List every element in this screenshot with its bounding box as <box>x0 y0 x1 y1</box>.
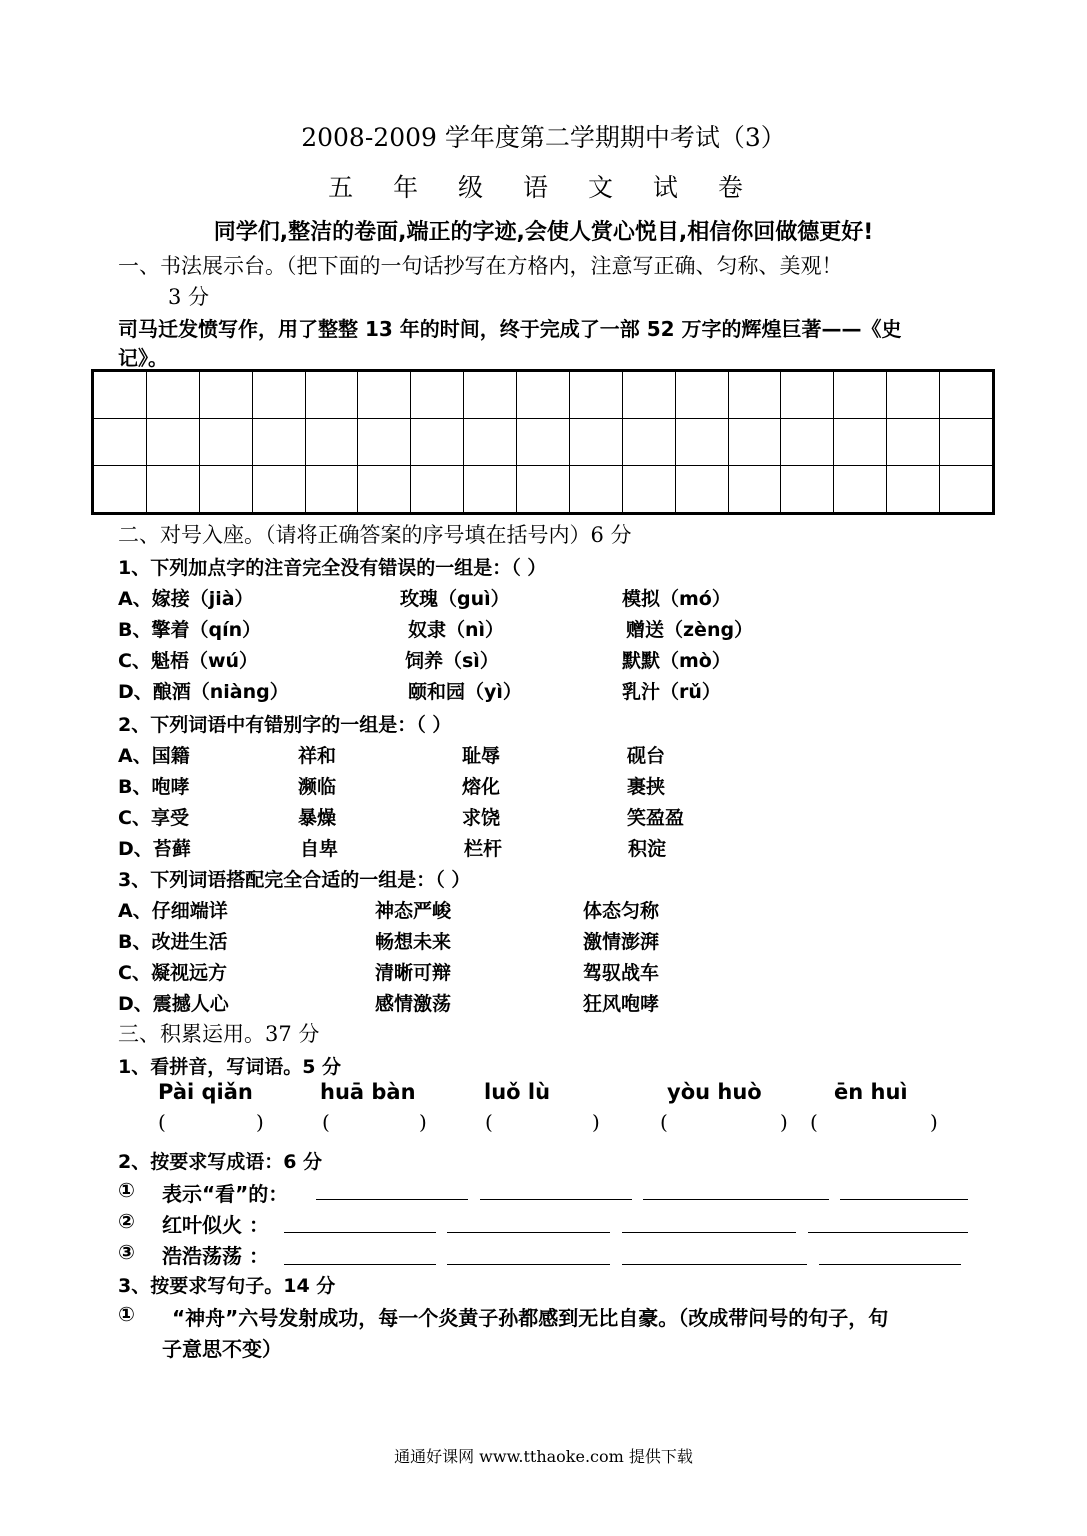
idiom-blank[interactable] <box>284 1232 436 1233</box>
grid-cell[interactable] <box>464 372 517 419</box>
answer-paren-4-close: ) <box>780 1110 788 1134</box>
s2-q3-a-1: A、仔细端详 <box>118 900 228 922</box>
idiom-blank[interactable] <box>819 1264 961 1265</box>
s2-q3-stem: 3、下列词语搭配完全合适的一组是：（ ） <box>118 869 471 891</box>
pinyin-2: huā bàn <box>320 1080 416 1104</box>
answer-paren-5-open: ( <box>810 1110 818 1134</box>
grid-cell[interactable] <box>305 466 358 513</box>
grid-cell[interactable] <box>252 372 305 419</box>
s2-q2-b-2: 濒临 <box>298 776 337 798</box>
s3-q1-stem: 1、看拼音，写词语。5 分 <box>118 1056 342 1078</box>
s3-q2-item1-num: ① <box>118 1178 135 1202</box>
s2-q3-b-1: B、改进生活 <box>118 931 228 953</box>
s2-q1-b-3: 赠送（zèng） <box>626 619 754 641</box>
grid-cell[interactable] <box>887 466 940 513</box>
answer-paren-5-close: ) <box>930 1110 938 1134</box>
copy-sentence-line1: 司马迁发愤写作，用了整整 13 年的时间，终于完成了一部 52 万字的辉煌巨著——《史 <box>118 317 902 341</box>
grid-row <box>94 372 993 419</box>
footer-credit: 通通好课网 www.tthaoke.com 提供下载 <box>394 1447 693 1466</box>
s2-q2-d-3: 栏杆 <box>464 838 503 860</box>
grid-cell[interactable] <box>146 466 199 513</box>
s2-q2-d-4: 积淀 <box>628 838 667 860</box>
idiom-blank[interactable] <box>447 1264 610 1265</box>
grid-cell[interactable] <box>622 372 675 419</box>
s2-q1-b-2: 奴隶（nì） <box>408 619 505 641</box>
s2-q1-a-3: 模拟（mó） <box>622 588 731 610</box>
s2-q2-c-2: 暴燥 <box>298 807 337 829</box>
grid-cell[interactable] <box>569 419 622 466</box>
exam-title: 2008-2009 学年度第二学期期中考试（3） <box>301 123 786 152</box>
s3-q3-sentence-line1: “神舟”六号发射成功，每一个炎黄子孙都感到无比自豪。（改成带问号的句子，句 <box>172 1306 889 1330</box>
pinyin-1: Pài qiǎn <box>158 1080 253 1104</box>
s3-q2-item3-num: ③ <box>118 1240 135 1264</box>
s2-q2-b-3: 熔化 <box>462 776 501 798</box>
s2-q3-d-1: D、震撼人心 <box>118 993 229 1015</box>
s2-q1-d-1: D、酿酒（niàng） <box>118 681 289 703</box>
s2-q3-a-2: 神态严峻 <box>375 900 452 922</box>
s2-q2-c-1: C、享受 <box>118 807 189 829</box>
grid-cell[interactable] <box>358 466 411 513</box>
s2-q2-a-1: A、国籍 <box>118 745 190 767</box>
idiom-blank[interactable] <box>643 1199 829 1200</box>
grid-row <box>94 466 993 513</box>
grid-cell[interactable] <box>411 419 464 466</box>
grid-cell[interactable] <box>940 372 993 419</box>
section2-heading: 二、对号入座。（请将正确答案的序号填在括号内）6 分 <box>118 523 632 547</box>
s3-q2-item3-label: 浩浩荡荡 ： <box>162 1244 269 1268</box>
idiom-blank[interactable] <box>808 1232 968 1233</box>
grid-cell[interactable] <box>199 466 252 513</box>
s2-q1-stem: 1、下列加点字的注音完全没有错误的一组是：（ ） <box>118 557 547 579</box>
s3-q2-item1-label: 表示“看”的： <box>162 1182 289 1206</box>
grid-row <box>94 419 993 466</box>
answer-paren-1-open: ( <box>158 1110 166 1134</box>
grid-cell[interactable] <box>675 419 728 466</box>
pinyin-3: luǒ lù <box>484 1080 551 1104</box>
grid-cell[interactable] <box>305 419 358 466</box>
s2-q2-c-3: 求饶 <box>462 807 501 829</box>
grid-cell[interactable] <box>781 372 834 419</box>
grid-cell[interactable] <box>305 372 358 419</box>
grid-cell[interactable] <box>728 466 781 513</box>
answer-paren-3-open: ( <box>485 1110 493 1134</box>
grid-cell[interactable] <box>94 466 147 513</box>
s3-q2-stem: 2、按要求写成语：6 分 <box>118 1151 323 1173</box>
s3-q3-stem: 3、按要求写句子。14 分 <box>118 1275 336 1297</box>
s2-q2-d-1: D、苔藓 <box>118 838 191 860</box>
s2-q1-c-3: 默默（mò） <box>622 650 731 672</box>
s2-q1-d-2: 颐和园（yì） <box>408 681 522 703</box>
s2-q1-a-2: 玫瑰（guì） <box>400 588 510 610</box>
s2-q3-a-3: 体态匀称 <box>583 900 660 922</box>
grid-cell[interactable] <box>781 466 834 513</box>
s2-q1-c-1: C、魁梧（wú） <box>118 650 259 672</box>
grid-cell[interactable] <box>834 372 887 419</box>
grid-cell[interactable] <box>199 372 252 419</box>
s2-q1-b-1: B、擎着（qín） <box>118 619 262 641</box>
s2-q3-d-2: 感情激荡 <box>375 993 452 1015</box>
grid-cell[interactable] <box>569 466 622 513</box>
s3-q3-sentence-line2: 子意思不变） <box>162 1337 282 1361</box>
grid-cell[interactable] <box>569 372 622 419</box>
answer-paren-2-close: ) <box>419 1110 427 1134</box>
section1-score: 3 分 <box>168 285 210 309</box>
exam-subtitle: 五 年 级 语 文 试 卷 <box>328 173 759 202</box>
grid-cell[interactable] <box>411 466 464 513</box>
s2-q3-b-2: 畅想未来 <box>375 931 452 953</box>
grid-cell[interactable] <box>887 419 940 466</box>
answer-paren-4-open: ( <box>660 1110 668 1134</box>
s2-q3-c-3: 驾驭战车 <box>583 962 660 984</box>
grid-cell[interactable] <box>940 466 993 513</box>
grid-cell[interactable] <box>834 466 887 513</box>
idiom-blank[interactable] <box>316 1199 468 1200</box>
grid-cell[interactable] <box>517 466 570 513</box>
grid-cell[interactable] <box>199 419 252 466</box>
section3-heading: 三、积累运用。37 分 <box>118 1022 320 1046</box>
grid-cell[interactable] <box>728 372 781 419</box>
grid-cell[interactable] <box>252 466 305 513</box>
grid-cell[interactable] <box>464 419 517 466</box>
grid-cell[interactable] <box>94 419 147 466</box>
s2-q2-stem: 2、下列词语中有错别字的一组是：（ ） <box>118 714 452 736</box>
grid-cell[interactable] <box>622 466 675 513</box>
s2-q2-b-1: B、咆哮 <box>118 776 190 798</box>
s3-q2-item2-label: 红叶似火 ： <box>162 1213 269 1237</box>
grid-cell[interactable] <box>464 466 517 513</box>
idiom-blank[interactable] <box>840 1199 968 1200</box>
idiom-blank[interactable] <box>447 1232 610 1233</box>
s3-q3-item-num: ① <box>118 1302 135 1326</box>
idiom-blank[interactable] <box>622 1264 807 1265</box>
s2-q3-c-1: C、凝视远方 <box>118 962 227 984</box>
s2-q2-b-4: 裹挟 <box>627 776 666 798</box>
pinyin-5: ēn huì <box>834 1080 908 1104</box>
grid-cell[interactable] <box>940 419 993 466</box>
grid-cell[interactable] <box>517 419 570 466</box>
idiom-blank[interactable] <box>284 1264 436 1265</box>
grid-cell[interactable] <box>252 419 305 466</box>
grid-cell[interactable] <box>517 372 570 419</box>
idiom-blank[interactable] <box>622 1232 796 1233</box>
s2-q2-c-4: 笑盈盈 <box>627 807 685 829</box>
grid-cell[interactable] <box>358 372 411 419</box>
grid-cell[interactable] <box>728 419 781 466</box>
s3-q2-item2-num: ② <box>118 1209 135 1233</box>
writing-grid-table <box>93 371 993 513</box>
section1-heading: 一、书法展示台。（把下面的一句话抄写在方格内，注意写正确、匀称、美观！ <box>118 254 843 278</box>
grid-cell[interactable] <box>887 372 940 419</box>
motto: 同学们,整洁的卷面,端正的字迹,会使人赏心悦目,相信你回做德更好! <box>213 220 874 245</box>
s2-q1-c-2: 饲养（sì） <box>405 650 499 672</box>
s2-q2-a-3: 耻辱 <box>462 745 501 767</box>
grid-cell[interactable] <box>146 419 199 466</box>
s2-q2-a-2: 祥和 <box>298 745 337 767</box>
answer-paren-2-open: ( <box>322 1110 330 1134</box>
grid-cell[interactable] <box>411 372 464 419</box>
answer-paren-3-close: ) <box>592 1110 600 1134</box>
grid-cell[interactable] <box>834 419 887 466</box>
grid-cell[interactable] <box>94 372 147 419</box>
grid-cell[interactable] <box>622 419 675 466</box>
grid-cell[interactable] <box>358 419 411 466</box>
pinyin-4: yòu huò <box>667 1080 762 1104</box>
grid-cell[interactable] <box>675 372 728 419</box>
grid-cell[interactable] <box>675 466 728 513</box>
s2-q1-a-1: A、嫁接（jià） <box>118 588 254 610</box>
s2-q2-d-2: 自卑 <box>300 838 339 860</box>
grid-cell[interactable] <box>781 419 834 466</box>
s2-q1-d-3: 乳汁（rǔ） <box>622 681 721 703</box>
writing-grid <box>91 369 995 515</box>
idiom-blank[interactable] <box>480 1199 632 1200</box>
copy-sentence-line2: 记》。 <box>118 346 168 370</box>
s2-q2-a-4: 砚台 <box>627 745 666 767</box>
s2-q3-b-3: 激情澎湃 <box>583 931 660 953</box>
s2-q3-d-3: 狂风咆哮 <box>583 993 660 1015</box>
s2-q3-c-2: 清晰可辩 <box>375 962 452 984</box>
grid-cell[interactable] <box>146 372 199 419</box>
answer-paren-1-close: ) <box>256 1110 264 1134</box>
